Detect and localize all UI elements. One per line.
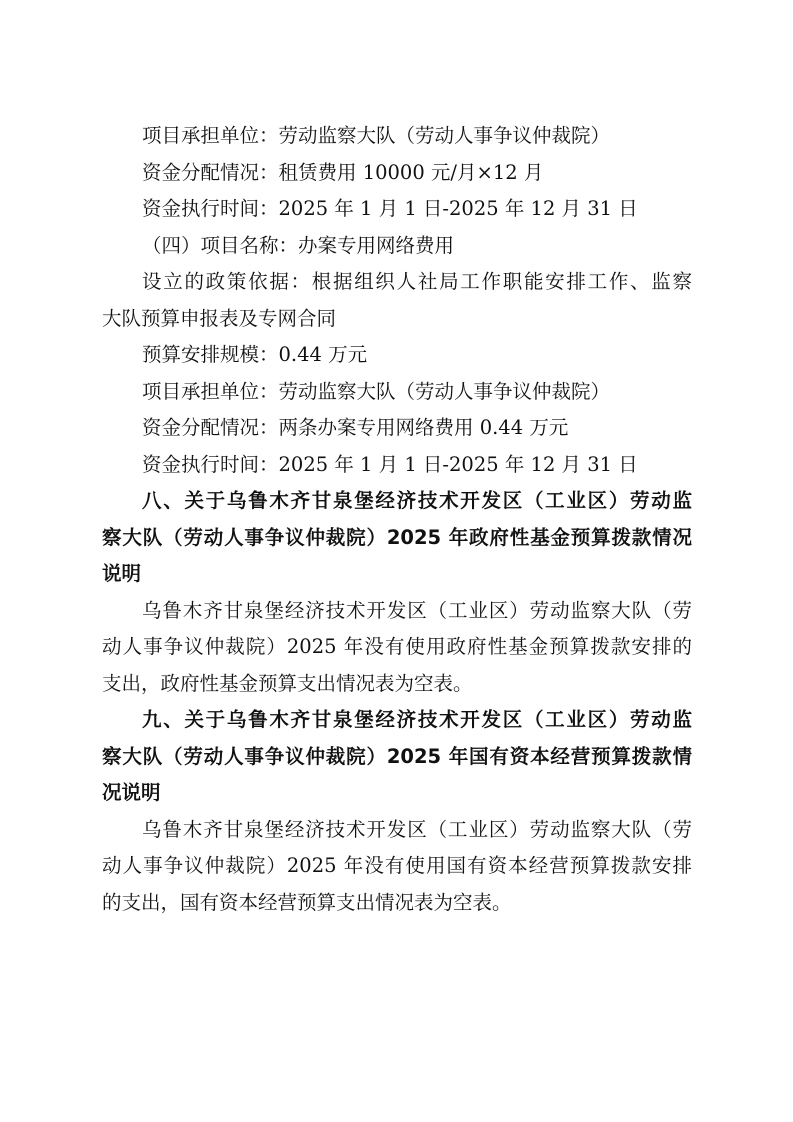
paragraph-line: 的支出，国有资本经营预算支出情况表为空表。 [102,890,512,914]
text-line: 资金执行时间：2025 年 1 月 1 日-2025 年 12 月 31 日 [142,452,638,476]
text-line: 资金执行时间：2025 年 1 月 1 日-2025 年 12 月 31 日 [142,197,638,220]
section-heading-9-end: 况说明 [102,781,161,804]
text-line: 大队预算申报表及专网合同 [102,306,337,330]
subsection-title: （四）项目名称：办案专用网络费用 [142,233,455,257]
paragraph-line: 支出，政府性基金预算支出情况表为空表。 [102,671,473,695]
text-line: 资金分配情况：租赁费用 10000 元/月×12 月 [142,160,544,184]
section-heading-8: 八、关于乌鲁木齐甘泉堡经济技术开发区（工业区）劳动监 [142,489,692,512]
paragraph-line: 乌鲁木齐甘泉堡经济技术开发区（工业区）劳动监察大队（劳 [142,598,692,622]
paragraph-line: 动人事争议仲裁院）2025 年没有使用国有资本经营预算拨款安排 [102,854,692,877]
text-line: 项目承担单位：劳动监察大队（劳动人事争议仲裁院） [142,124,611,147]
text-line: 项目承担单位：劳动监察大队（劳动人事争议仲裁院） [142,379,611,403]
section-heading-8-end: 说明 [102,562,142,585]
text-line: 资金分配情况：两条办案专用网络费用 0.44 万元 [142,416,569,439]
section-heading-8-cont: 察大队（劳动人事争议仲裁院）2025 年政府性基金预算拨款情况 [102,525,692,549]
section-heading-9-cont: 察大队（劳动人事争议仲裁院）2025 年国有资本经营预算拨款情 [102,744,692,768]
text-line: 设立的政策依据：根据组织人社局工作职能安排工作、监察 [142,270,692,293]
paragraph-line: 乌鲁木齐甘泉堡经济技术开发区（工业区）劳动监察大队（劳 [142,817,692,841]
text-line: 预算安排规模：0.44 万元 [142,343,368,366]
paragraph-line: 动人事争议仲裁院）2025 年没有使用政府性基金预算拨款安排的 [102,635,692,658]
document-body [102,118,692,921]
section-heading-9: 九、关于乌鲁木齐甘泉堡经济技术开发区（工业区）劳动监 [142,708,692,731]
